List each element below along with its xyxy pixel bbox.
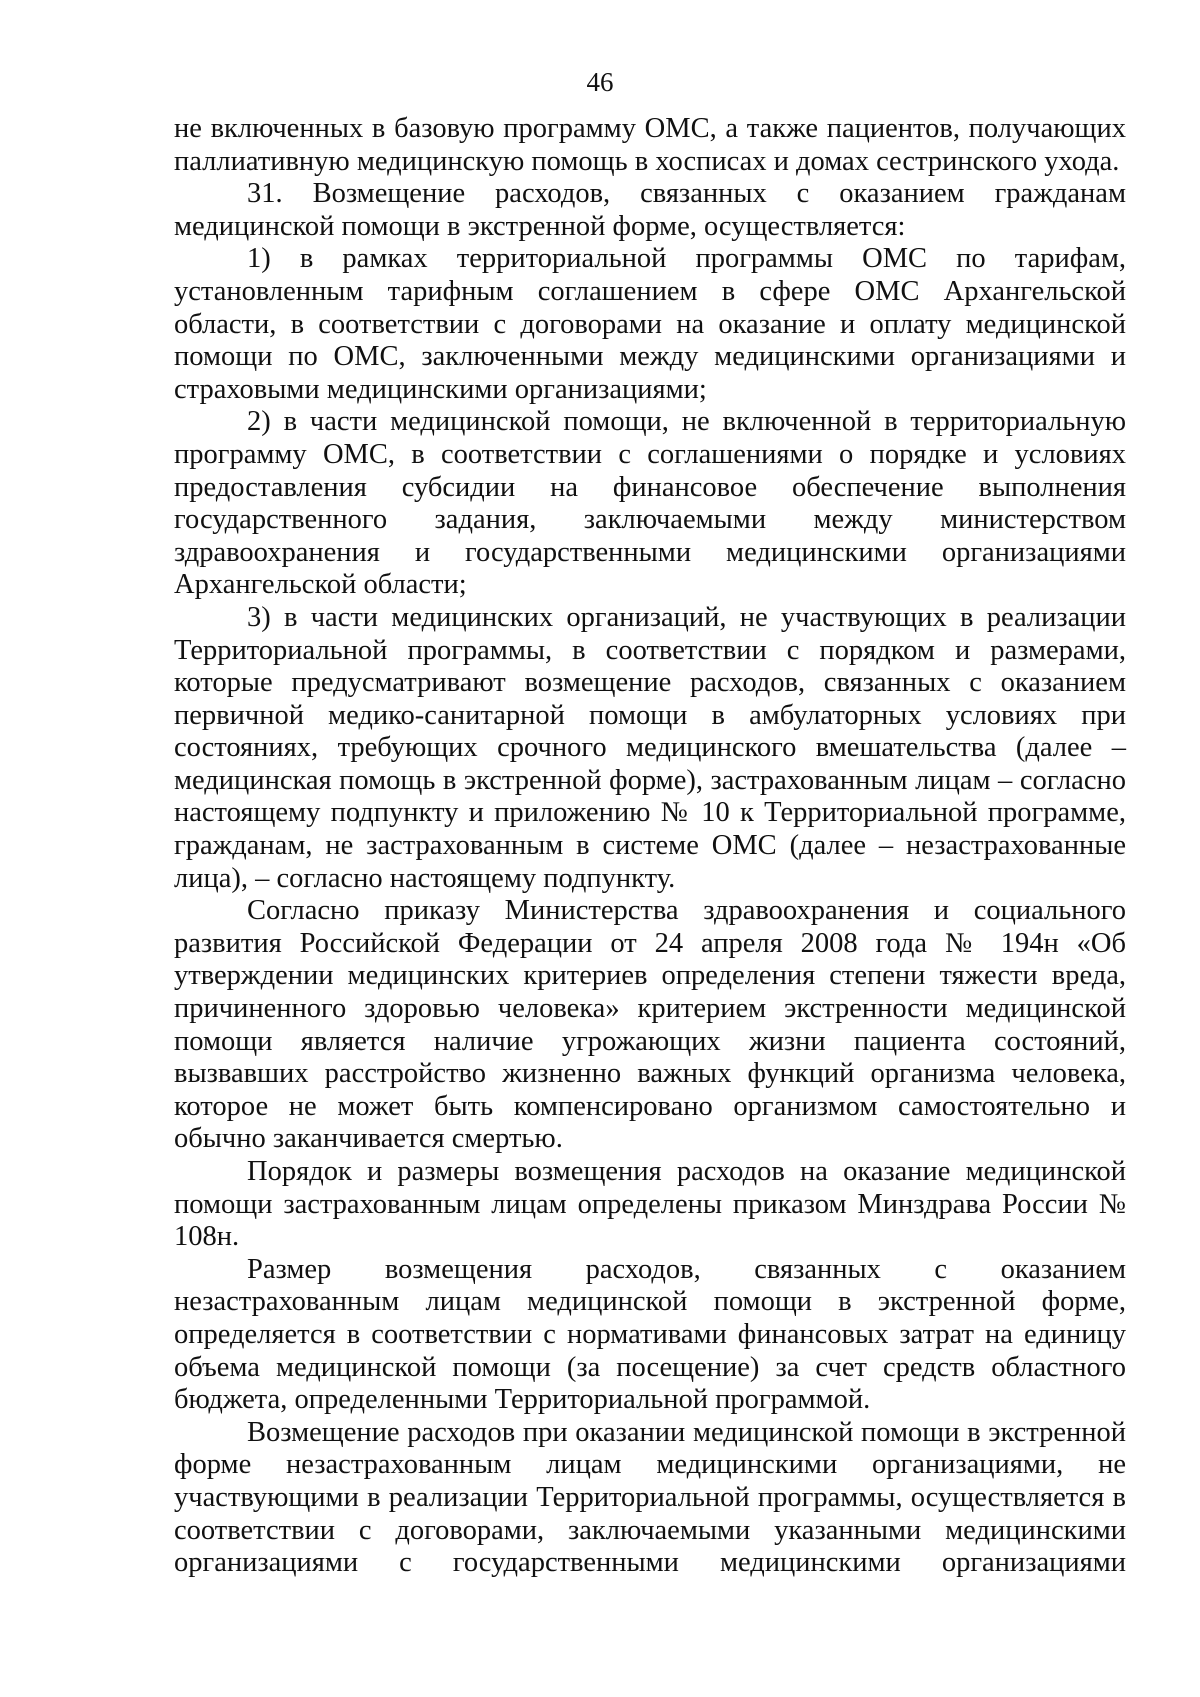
paragraph-uninsured-amount: Размер возмещения расходов, связанных с оказанием незастрахованным лицам медицинской помощи в экстренной форме, определяется в соответствии с нормативами финансовых затрат на единицу объема медицинской помощи (за посещение) за счет средств областного бюджета, определенными Территориальной программой. [174, 1253, 1126, 1416]
document-body [174, 113, 1126, 1580]
paragraph-order-108n: Порядок и размеры возмещения расходов на оказание медицинской помощи застрахованным лицам определены приказом Минздрава России № 108н. [174, 1156, 1126, 1253]
page-number: 46 [586, 67, 614, 97]
paragraph-order-194n: Согласно приказу Министерства здравоохранения и социального развития Российской Федерации от 24 апреля 2008 года № 194н «Об утверждении медицинских критериев определения степени тяжести вреда, причиненного здоровью человека» критерием экстренности медицинской помощи является наличие угрожающих жизни пациента состояний, вызвавших расстройство жизненно важных функций организма человека, которое не может быть компенсировано организмом самостоятельно и обычно заканчивается смертью. [174, 895, 1126, 1155]
paragraph-reimbursement: Возмещение расходов при оказании медицинской помощи в экстренной форме незастрахованным лицам медицинскими организациями, не участвующими в реализации Территориальной программы, осуществляется в соответствии с договорами, заключаемыми указанными медицинскими организациями с государственными медицинскими организациями [174, 1416, 1126, 1579]
paragraph-subitem-2: 2) в части медицинской помощи, не включенной в территориальную программу ОМС, в соответствии с соглашениями о порядке и условиях предоставления субсидии на финансовое обеспечение выполнения государственного задания, заключаемыми между министерством здравоохранения и государственными медицинскими организациями Архангельской области; [174, 406, 1126, 601]
paragraph-item-31: 31. Возмещение расходов, связанных с оказанием гражданам медицинской помощи в экстренной форме, осуществляется: [174, 178, 1126, 242]
paragraph-continuation: не включенных в базовую программу ОМС, а также пациентов, получающих паллиативную медицинскую помощь в хосписах и домах сестринского ухода. [174, 113, 1126, 177]
paragraph-subitem-3: 3) в части медицинских организаций, не участвующих в реализации Территориальной программы, в соответствии с порядком и размерами, которые предусматривают возмещение расходов, связанных с оказанием первичной медико-санитарной помощи в амбулаторных условиях при состояниях, требующих срочного медицинского вмешательства (далее – медицинская помощь в экстренной форме), застрахованным лицам – согласно настоящему подпункту и приложению № 10 к Территориальной программе, гражданам, не застрахованным в системе ОМС (далее – незастрахованные лица), – согласно настоящему подпункту. [174, 601, 1126, 894]
paragraph-subitem-1: 1) в рамках территориальной программы ОМС по тарифам, установленным тарифным соглашением в сфере ОМС Архангельской области, в соответствии с договорами на оказание и оплату медицинской помощи по ОМС, заключенными между медицинскими организациями и страховыми медицинскими организациями; [174, 243, 1126, 405]
